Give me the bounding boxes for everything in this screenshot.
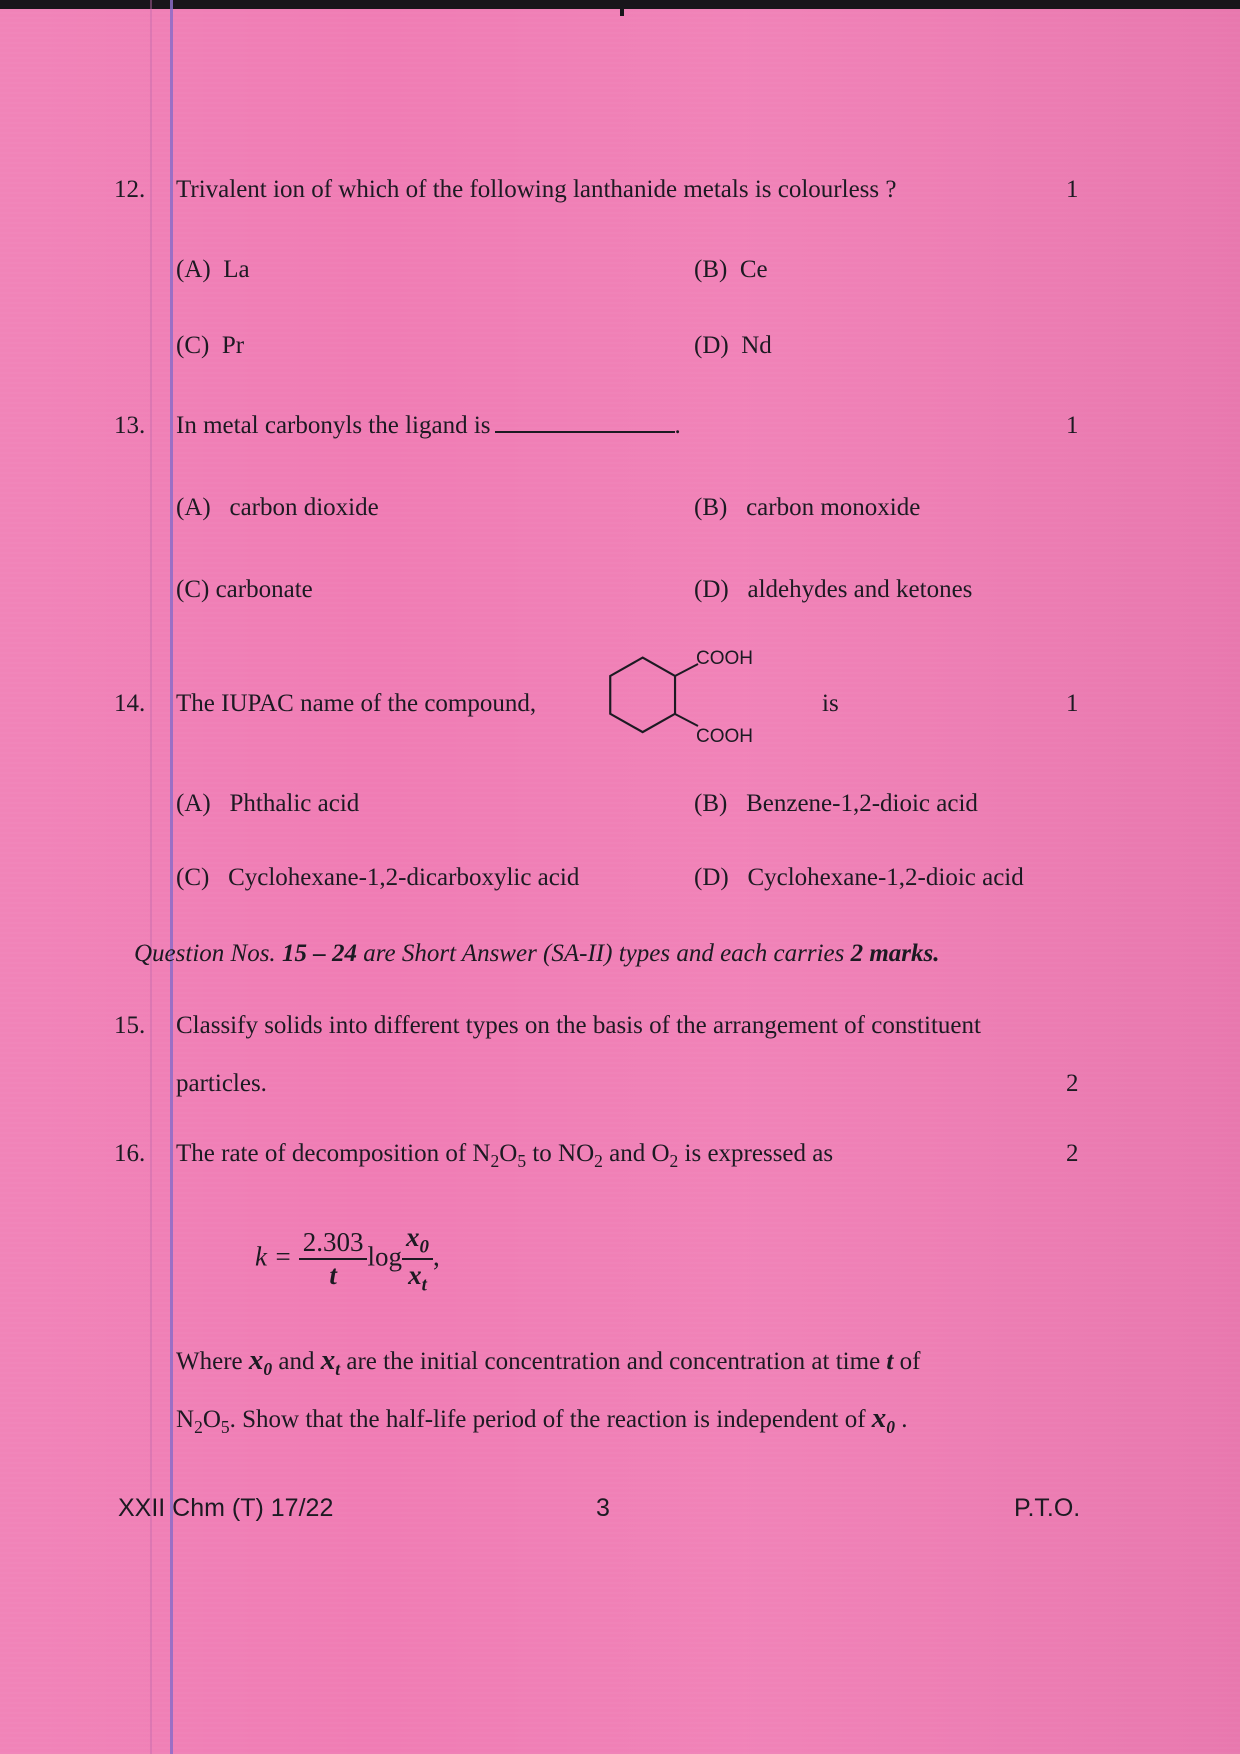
q15-line2: particles. [176,1070,267,1097]
var: x [320,1344,336,1376]
subscript: 0 [886,1417,896,1437]
q14-number: 14. [114,690,146,717]
q13-end: . [674,412,681,439]
q13-text [176,412,681,440]
q14-option-b [694,790,978,818]
eq-log-numerator [402,1222,433,1260]
text: The rate of decomposition of N [176,1140,491,1167]
eq-comma: , [432,1241,440,1272]
subscript: t [335,1359,341,1379]
var: t [886,1348,894,1375]
option-text: Phthalic acid [229,790,360,817]
text: of [893,1348,921,1375]
instr-mid: are Short Answer (SA-II) types and each carries [363,940,845,967]
text: O [202,1406,221,1433]
q14-is: is [822,690,839,717]
margin-rule-faint [150,0,152,1754]
option-text: aldehydes and ketones [747,576,973,603]
q15-marks: 2 [1066,1070,1079,1097]
eq-log: log [367,1241,402,1272]
q16-half-life-line [176,1402,908,1438]
option-text: carbonate [215,576,313,603]
option-label: (A) [176,256,211,283]
option-text: Pr [221,332,245,359]
instr-pre: Question Nos. [134,940,276,967]
cooh-top-label: COOH [696,648,753,669]
instr-marks: 2 marks. [850,940,940,967]
rate-equation [255,1222,440,1296]
q14-marks: 1 [1066,690,1079,717]
instr-range: 15 – 24 [281,940,357,967]
q16-number: 16. [114,1140,146,1167]
option-label: (D) [694,332,729,359]
q13-stem: In metal carbonyls the ligand is [176,412,491,439]
eq-fraction [299,1227,368,1291]
option-label: (C) [176,332,210,359]
text: N [176,1406,195,1433]
pto-label: P.T.O. [1014,1494,1081,1522]
q13-option-a [176,494,379,522]
q15-number: 15. [114,1012,146,1039]
option-label: (A) [176,494,211,521]
option-label: (D) [694,864,729,891]
text: and O [602,1140,670,1167]
option-label: (A) [176,790,211,817]
section-instruction [134,940,940,968]
var: x [248,1344,264,1376]
bond-to-cooh-bottom [675,714,698,726]
subscript: 2 [490,1151,500,1171]
option-label: (B) [694,256,728,283]
option-text: Cyclohexane-1,2-dioic acid [747,864,1024,891]
var: x [871,1402,887,1434]
text: O [499,1140,518,1167]
q16-where-line [176,1344,920,1380]
option-text: carbon dioxide [229,494,379,521]
text: Where [176,1348,249,1375]
subscript: 5 [517,1151,527,1171]
paper-code: XXII Chm (T) 17/22 [118,1494,334,1522]
option-label: (D) [694,576,729,603]
subscript: 0 [263,1359,273,1379]
option-text: La [223,256,250,283]
q14-option-a [176,790,359,818]
cyclohexane-dicarboxylic-structure [596,640,796,760]
q12-option-b [694,256,768,284]
option-text: Cyclohexane-1,2-dicarboxylic acid [228,864,580,891]
fill-in-blank-line [495,431,675,433]
q12-text: Trivalent ion of which of the following lanthanide metals is colourless ? [176,176,897,203]
option-label: (B) [694,494,728,521]
subscript: 2 [669,1151,679,1171]
option-text: Ce [739,256,768,283]
q16-intro [176,1140,833,1172]
q15-line1: Classify solids into different types on the basis of the arrangement of constituent [176,1012,981,1039]
q14-option-d [694,864,1024,892]
scan-notch [620,9,624,16]
cyclohexane-ring [610,658,675,733]
var: x [408,1260,422,1291]
bond-to-cooh-top [675,664,698,676]
q13-option-b [694,494,920,522]
subscript: 5 [220,1417,230,1437]
cooh-bottom-label: COOH [696,726,753,747]
margin-rule [170,0,173,1754]
eq-lhs: k = [255,1241,292,1272]
q14-option-c [176,864,579,892]
subscript: t [421,1274,427,1296]
page-number: 3 [596,1494,610,1522]
text: . [895,1406,908,1433]
q12-option-c [176,332,244,360]
q13-number: 13. [114,412,146,439]
q16-marks: 2 [1066,1140,1079,1167]
subscript: 0 [419,1236,429,1258]
q12-marks: 1 [1066,176,1079,203]
text: is expressed as [678,1140,834,1167]
q13-option-c [176,576,313,604]
q12-number: 12. [114,176,146,203]
text: to NO [526,1140,595,1167]
eq-numerator: 2.303 [299,1227,368,1260]
eq-log-fraction [402,1222,433,1296]
q14-text: The IUPAC name of the compound, [176,690,537,717]
option-label: (C) [176,576,210,603]
option-label: (B) [694,790,728,817]
top-scan-edge [0,0,1240,9]
option-label: (C) [176,864,210,891]
text: are the initial concentration and concentration at time [340,1348,887,1375]
eq-denominator: t [329,1260,337,1291]
text: . Show that the half-life period of the reaction is independent of [229,1406,872,1433]
var: x [405,1222,420,1252]
subscript: 2 [594,1151,603,1171]
eq-log-denominator [402,1260,433,1296]
option-text: Benzene-1,2-dioic acid [746,790,978,817]
q13-marks: 1 [1066,412,1079,439]
q13-option-d [694,576,972,604]
q12-option-a [176,256,250,284]
option-text: carbon monoxide [746,494,921,521]
option-text: Nd [741,332,772,359]
q12-option-d [694,332,772,360]
text: and [272,1348,321,1375]
subscript: 2 [194,1417,203,1437]
